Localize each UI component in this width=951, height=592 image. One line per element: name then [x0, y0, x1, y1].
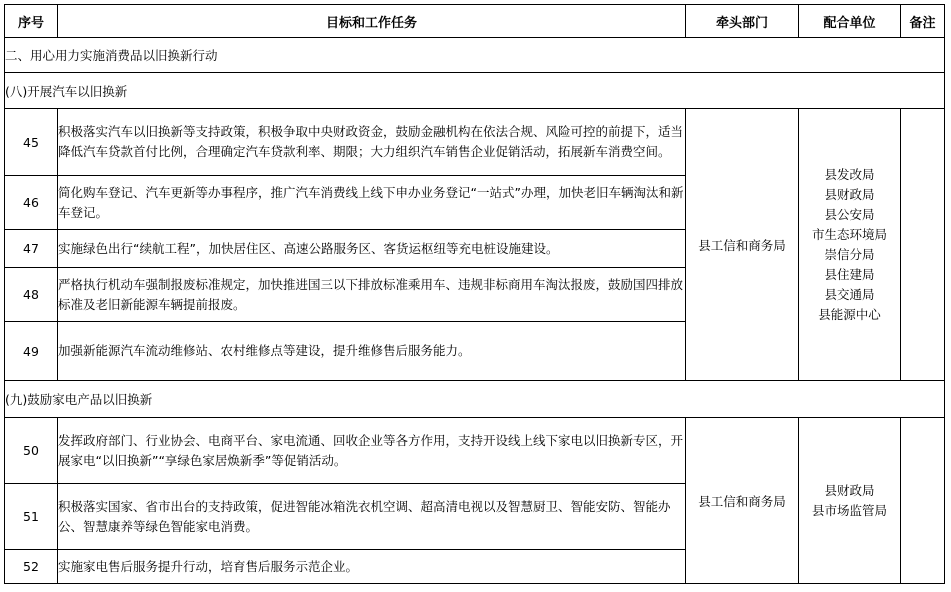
row-number: 48 — [5, 268, 58, 322]
cooperator: 县能源中心 — [818, 306, 881, 322]
header-row — [5, 5, 945, 38]
group-title: (九)鼓励家电产品以旧换新 — [5, 381, 945, 418]
cooperator: 县财政局 — [824, 186, 875, 202]
header-coop: 配合单位 — [799, 5, 901, 38]
row-task: 加强新能源汽车流动维修站、农村维修点等建设，提升维修售后服务能力。 — [58, 322, 686, 381]
task-table — [4, 4, 945, 584]
row-number: 46 — [5, 176, 58, 230]
section-title: 二、用心用力实施消费品以旧换新行动 — [5, 38, 945, 73]
cooperator: 县发改局 — [824, 166, 875, 182]
row-task: 简化购车登记、汽车更新等办事程序，推广汽车消费线上线下申办业务登记“一站式”办理，加快老旧车辆淘汰和新车登记。 — [58, 176, 686, 230]
row-task: 积极落实汽车以旧换新等支持政策，积极争取中央财政资金，鼓励金融机构在依法合规、风险可控的前提下，适当降低汽车贷款首付比例，合理确定汽车贷款利率、期限；大力组织汽车销售企业促销活动，拓展新车消费空间。 — [58, 109, 686, 176]
header-lead: 牵头部门 — [686, 5, 799, 38]
group-title: (八)开展汽车以旧换新 — [5, 73, 945, 109]
cooperators-cell — [799, 109, 901, 381]
row-task: 积极落实国家、省市出台的支持政策，促进智能冰箱洗衣机空调、超高清电视以及智慧厨卫、智能安防、智能办公、智慧康养等绿色智能家电消费。 — [58, 484, 686, 550]
lead-dept: 县工信和商务局 — [686, 109, 799, 381]
group-row — [5, 381, 945, 418]
table-row — [5, 109, 945, 176]
row-number: 45 — [5, 109, 58, 176]
cooperator: 县公安局 — [824, 206, 875, 222]
row-number: 47 — [5, 230, 58, 268]
group-row — [5, 73, 945, 109]
row-number: 49 — [5, 322, 58, 381]
row-task: 实施绿色出行“续航工程”，加快居住区、高速公路服务区、客货运枢纽等充电桩设施建设。 — [58, 230, 686, 268]
cooperator: 市生态环境局 — [811, 226, 887, 242]
header-task: 目标和工作任务 — [58, 5, 686, 38]
row-task: 严格执行机动车强制报废标准规定，加快推进国三以下排放标准乘用车、违规非标商用车淘汰报废，鼓励国四排放标准及老旧新能源车辆提前报废。 — [58, 268, 686, 322]
cooperator: 县市场监管局 — [811, 502, 887, 518]
row-number: 50 — [5, 418, 58, 484]
cooperators-cell — [799, 418, 901, 584]
row-number: 52 — [5, 550, 58, 584]
cooperator: 县住建局 — [824, 266, 875, 282]
row-task: 发挥政府部门、行业协会、电商平台、家电流通、回收企业等各方作用，支持开设线上线下家电以旧换新专区，开展家电“以旧换新”“享绿色家居焕新季”等促销活动。 — [58, 418, 686, 484]
row-number: 51 — [5, 484, 58, 550]
note-cell — [901, 109, 945, 381]
section-row — [5, 38, 945, 73]
note-cell — [901, 418, 945, 584]
cooperator: 崇信分局 — [824, 246, 875, 262]
lead-dept: 县工信和商务局 — [686, 418, 799, 584]
row-task: 实施家电售后服务提升行动，培育售后服务示范企业。 — [58, 550, 686, 584]
cooperator: 县财政局 — [824, 482, 875, 498]
header-note: 备注 — [901, 5, 945, 38]
header-no: 序号 — [5, 5, 58, 38]
cooperator: 县交通局 — [824, 286, 875, 302]
table-row — [5, 418, 945, 484]
